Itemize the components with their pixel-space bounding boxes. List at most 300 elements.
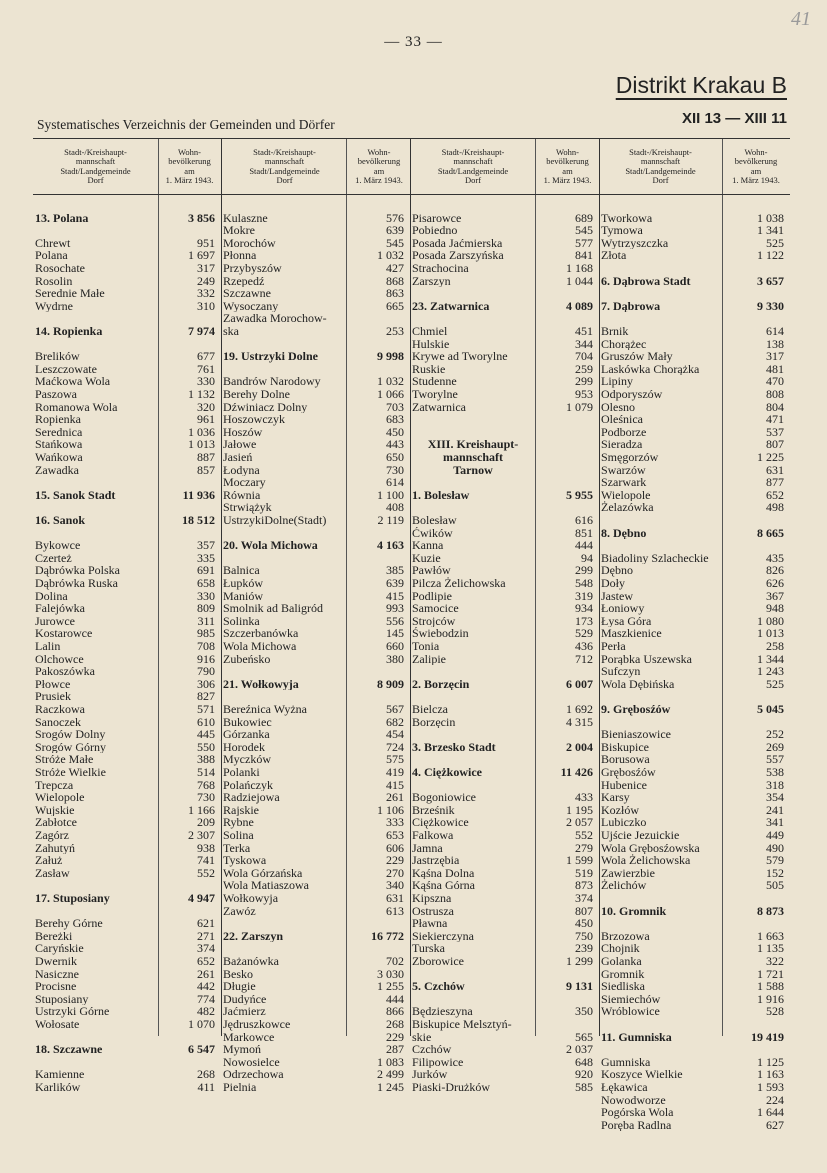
table-row bbox=[601, 955, 786, 968]
population-value: 627 bbox=[766, 1118, 784, 1132]
population-value: 585 bbox=[575, 1081, 593, 1094]
table-row bbox=[223, 602, 406, 615]
population-value: 330 bbox=[197, 375, 215, 388]
municipality-name: Tonia bbox=[412, 640, 440, 653]
municipality-name: Bukowiec bbox=[223, 715, 272, 729]
table-row bbox=[223, 905, 406, 918]
population-value: 1 243 bbox=[757, 665, 784, 678]
table-row bbox=[35, 653, 217, 666]
municipality-name: Wola Górzańska bbox=[223, 866, 303, 880]
column-header-name: Stadt-/Kreishaupt- mannschaft Stadt/Landgemeinde Dorf bbox=[221, 139, 348, 195]
municipality-name: Żelazówka bbox=[601, 501, 654, 514]
population-value: 1 299 bbox=[566, 955, 593, 968]
table-row bbox=[601, 224, 786, 237]
municipality-name: Rybne bbox=[223, 816, 254, 829]
table-row bbox=[412, 527, 595, 540]
table-row bbox=[601, 552, 786, 565]
population-value: 385 bbox=[386, 564, 404, 577]
population-value: 481 bbox=[766, 362, 784, 376]
municipality-name: Jałowe bbox=[223, 438, 257, 451]
population-value: 310 bbox=[197, 299, 215, 313]
municipality-name: Tymowa bbox=[601, 224, 643, 237]
municipality-name: Wysoczany bbox=[223, 299, 279, 313]
population-value: 279 bbox=[575, 841, 593, 855]
municipality-name: Maniów bbox=[223, 589, 263, 603]
population-value: 317 bbox=[766, 350, 784, 363]
municipality-name: Łodyna bbox=[223, 463, 260, 477]
population-value: 768 bbox=[197, 778, 215, 792]
municipality-name: Załuż bbox=[35, 854, 63, 867]
table-row bbox=[223, 413, 406, 426]
district-group-row bbox=[412, 980, 595, 993]
table-row bbox=[35, 741, 217, 754]
municipality-name: Rajskie bbox=[223, 803, 259, 817]
table-row bbox=[223, 577, 406, 590]
population-value: 7 974 bbox=[188, 325, 215, 338]
population-value: 427 bbox=[386, 262, 404, 275]
table-row bbox=[223, 1018, 406, 1031]
table-row bbox=[412, 930, 595, 943]
population-value: 653 bbox=[386, 829, 404, 842]
table-row bbox=[35, 300, 217, 313]
table-row bbox=[223, 741, 406, 754]
population-value: 261 bbox=[197, 967, 215, 981]
table-row bbox=[412, 905, 595, 918]
table-row bbox=[412, 325, 595, 338]
table-row bbox=[223, 300, 406, 313]
municipality-name: Stuposiany bbox=[35, 992, 89, 1006]
population-value: 388 bbox=[197, 753, 215, 766]
table-row bbox=[35, 930, 217, 943]
municipality-name: Przybyszów bbox=[223, 262, 282, 275]
population-value: 451 bbox=[575, 325, 593, 338]
table-row bbox=[601, 413, 786, 426]
population-value: 916 bbox=[197, 652, 215, 666]
population-value: 1 166 bbox=[188, 803, 215, 817]
municipality-name: Brześnik bbox=[412, 803, 455, 817]
municipality-name: Bandrów Narodowy bbox=[223, 375, 321, 388]
population-value: 1 195 bbox=[566, 803, 593, 817]
table-row bbox=[223, 804, 406, 817]
municipality-name: Laskówka Chorążka bbox=[601, 362, 700, 376]
table-row bbox=[35, 438, 217, 451]
table-row bbox=[223, 653, 406, 666]
table-row bbox=[412, 275, 595, 288]
population-value: 1 599 bbox=[566, 854, 593, 867]
table-row bbox=[35, 363, 217, 376]
municipality-name: Piaski-Drużków bbox=[412, 1081, 490, 1094]
population-value: 571 bbox=[197, 703, 215, 716]
table-row bbox=[223, 489, 406, 502]
population-value: 804 bbox=[766, 400, 784, 414]
group-name: 8. Dębno bbox=[601, 526, 647, 540]
population-value: 1 135 bbox=[757, 942, 784, 955]
municipality-name: Bereźnica Wyżna bbox=[223, 703, 308, 716]
population-value: 750 bbox=[575, 929, 593, 943]
municipality-name: Brzozowa bbox=[601, 929, 650, 943]
population-value: 333 bbox=[386, 816, 404, 829]
municipality-name: Serednie Małe bbox=[35, 287, 105, 300]
municipality-name: Pawłów bbox=[412, 564, 451, 577]
table-row bbox=[35, 854, 217, 867]
municipality-name: Procisne bbox=[35, 980, 77, 993]
population-value: 868 bbox=[386, 274, 404, 288]
table-row bbox=[223, 640, 406, 653]
municipality-name: Myczków bbox=[223, 753, 271, 766]
column-header-name: Stadt-/Kreishaupt- mannschaft Stadt/Landgemeinde Dorf bbox=[33, 139, 158, 195]
column-header-population: Wohn- bevölkerung am 1. März 1943. bbox=[536, 139, 599, 195]
population-value: 269 bbox=[766, 740, 784, 754]
municipality-name: Chojnik bbox=[601, 942, 640, 955]
table-row bbox=[35, 615, 217, 628]
population-value: 920 bbox=[575, 1068, 593, 1081]
municipality-name: Tworkowa bbox=[601, 211, 653, 225]
population-value: 826 bbox=[766, 564, 784, 577]
population-value: 2 057 bbox=[566, 816, 593, 829]
table-row bbox=[35, 1081, 217, 1094]
district-group-row bbox=[35, 325, 217, 338]
municipality-name: Wola Dębińska bbox=[601, 677, 675, 691]
population-value: 354 bbox=[766, 791, 784, 804]
population-value: 1 644 bbox=[757, 1106, 784, 1119]
table-row bbox=[601, 653, 786, 666]
table-row bbox=[35, 968, 217, 981]
group-name: 21. Wołkowyja bbox=[223, 677, 299, 691]
population-value: 498 bbox=[766, 501, 784, 514]
table-row bbox=[601, 665, 786, 678]
table-row bbox=[35, 665, 217, 678]
table-row bbox=[223, 451, 406, 464]
document-subtitle: Systematisches Verzeichnis der Gemeinden und Dörfer bbox=[37, 117, 335, 132]
municipality-name: Wróblowice bbox=[601, 1005, 660, 1018]
table-row bbox=[35, 1005, 217, 1018]
municipality-name: Smęgorzów bbox=[601, 451, 659, 464]
table-row bbox=[223, 1056, 406, 1069]
group-name: 7. Dąbrowa bbox=[601, 299, 661, 313]
municipality-name: Dolina bbox=[35, 589, 68, 603]
municipality-name: Swarzów bbox=[601, 463, 646, 477]
table-row bbox=[601, 1081, 786, 1094]
municipality-name: Chmiel bbox=[412, 325, 448, 338]
population-value: 173 bbox=[575, 614, 593, 628]
population-value: 639 bbox=[386, 577, 404, 590]
municipality-name: Solina bbox=[223, 829, 254, 842]
population-value: 548 bbox=[575, 577, 593, 590]
municipality-name: Wielopole bbox=[35, 791, 85, 804]
municipality-name: Bielcza bbox=[412, 703, 448, 716]
population-value: 320 bbox=[197, 400, 215, 414]
population-value: 724 bbox=[386, 740, 404, 754]
table-row bbox=[223, 590, 406, 603]
table-row bbox=[601, 577, 786, 590]
population-value: 613 bbox=[386, 904, 404, 918]
population-value: 1 036 bbox=[188, 425, 215, 439]
population-value: 209 bbox=[197, 816, 215, 829]
column-divider bbox=[599, 139, 600, 1036]
municipality-name: Bażanówka bbox=[223, 955, 279, 968]
population-value: 5 955 bbox=[566, 488, 593, 502]
table-row bbox=[601, 237, 786, 250]
municipality-name: Brnik bbox=[601, 325, 629, 338]
table-row bbox=[601, 451, 786, 464]
population-value: 4 315 bbox=[566, 715, 593, 729]
municipality-name: Podlipie bbox=[412, 589, 453, 603]
table-row bbox=[223, 779, 406, 792]
municipality-table bbox=[33, 138, 790, 1132]
population-value: 411 bbox=[197, 1081, 215, 1094]
population-value: 306 bbox=[197, 677, 215, 691]
population-value: 11 936 bbox=[182, 488, 215, 502]
municipality-name: Posada Zarszyńska bbox=[412, 249, 504, 262]
population-value: 270 bbox=[386, 866, 404, 880]
table-row bbox=[412, 829, 595, 842]
municipality-name: Sufczyn bbox=[601, 665, 641, 678]
table-row bbox=[601, 804, 786, 817]
table-row bbox=[601, 753, 786, 766]
table-row bbox=[35, 275, 217, 288]
municipality-name: Bogoniowice bbox=[412, 791, 476, 804]
municipality-name: Smolnik ad Baligród bbox=[223, 602, 323, 615]
population-value: 271 bbox=[197, 929, 215, 943]
population-value: 565 bbox=[575, 1030, 593, 1044]
table-row bbox=[601, 249, 786, 262]
table-row bbox=[223, 842, 406, 855]
district-group-row bbox=[601, 275, 786, 288]
district-group-row bbox=[601, 300, 786, 313]
population-value: 3 856 bbox=[188, 211, 215, 225]
table-row bbox=[412, 1005, 595, 1018]
table-row bbox=[223, 237, 406, 250]
group-name: 23. Zatwarnica bbox=[412, 299, 490, 313]
population-value: 652 bbox=[197, 955, 215, 968]
table-row bbox=[223, 955, 406, 968]
municipality-name: Karlików bbox=[35, 1081, 81, 1094]
population-value: 1 341 bbox=[757, 224, 784, 237]
table-row bbox=[412, 942, 595, 955]
population-value: 18 512 bbox=[182, 514, 215, 527]
municipality-name: Radziejowa bbox=[223, 791, 280, 804]
municipality-name: Stróże Wielkie bbox=[35, 766, 106, 779]
group-name: 18. Szczawne bbox=[35, 1043, 103, 1056]
table-row bbox=[601, 1106, 786, 1119]
population-value: 807 bbox=[766, 438, 784, 451]
table-row bbox=[35, 287, 217, 300]
table-row bbox=[35, 678, 217, 691]
table-row bbox=[601, 338, 786, 351]
population-value: 9 131 bbox=[566, 980, 593, 993]
population-value: 519 bbox=[575, 866, 593, 880]
table-row bbox=[223, 993, 406, 1006]
district-group-row bbox=[223, 539, 406, 552]
population-value: 444 bbox=[386, 992, 404, 1006]
population-value: 1 663 bbox=[757, 929, 784, 943]
district-group-row bbox=[35, 212, 217, 225]
table-row bbox=[35, 842, 217, 855]
population-value: 258 bbox=[766, 640, 784, 653]
table-row bbox=[601, 363, 786, 376]
population-value: 4 163 bbox=[377, 539, 404, 552]
population-value: 703 bbox=[386, 400, 404, 414]
population-value: 567 bbox=[386, 703, 404, 716]
column-header-name: Stadt-/Kreishaupt- mannschaft Stadt/Landgemeinde Dorf bbox=[410, 139, 536, 195]
table-row bbox=[35, 766, 217, 779]
table-row bbox=[35, 552, 217, 565]
table-row bbox=[601, 1068, 786, 1081]
table-row bbox=[601, 1119, 786, 1132]
municipality-name: Szczawne bbox=[223, 287, 271, 300]
municipality-name: Łękawica bbox=[601, 1081, 648, 1094]
population-value: 614 bbox=[386, 476, 404, 489]
table-row bbox=[35, 816, 217, 829]
population-value: 877 bbox=[766, 476, 784, 489]
municipality-name: Lalin bbox=[35, 640, 61, 653]
municipality-name: Olesno bbox=[601, 400, 635, 414]
municipality-name: Rosolin bbox=[35, 274, 73, 288]
table-row bbox=[223, 854, 406, 867]
table-row bbox=[412, 1018, 595, 1031]
group-name: 2. Borzęcin bbox=[412, 677, 470, 691]
table-row bbox=[412, 602, 595, 615]
municipality-name: Chrewt bbox=[35, 236, 71, 250]
municipality-name: Jastew bbox=[601, 589, 633, 603]
population-value: 449 bbox=[766, 829, 784, 842]
population-value: 367 bbox=[766, 589, 784, 603]
municipality-name: Jurków bbox=[412, 1068, 448, 1081]
municipality-name: Srogów Dolny bbox=[35, 728, 106, 741]
table-row bbox=[35, 590, 217, 603]
population-value: 435 bbox=[766, 551, 784, 565]
population-value: 577 bbox=[575, 236, 593, 250]
group-name: 19. Ustrzyki Dolne bbox=[223, 350, 318, 363]
table-row bbox=[412, 1056, 595, 1069]
table-row bbox=[601, 816, 786, 829]
table-row bbox=[35, 753, 217, 766]
table-row bbox=[223, 816, 406, 829]
municipality-name: Stańkowa bbox=[35, 438, 83, 451]
municipality-name: Wydrne bbox=[35, 299, 73, 313]
municipality-name: Polana bbox=[35, 249, 68, 262]
table-row bbox=[223, 627, 406, 640]
municipality-name: Kozłów bbox=[601, 803, 639, 817]
municipality-name: Dudyńce bbox=[223, 992, 267, 1006]
municipality-name: Filipowice bbox=[412, 1055, 464, 1069]
municipality-name: Maszkienice bbox=[601, 627, 662, 640]
table-row bbox=[412, 401, 595, 414]
municipality-name: Berehy Dolne bbox=[223, 388, 290, 401]
group-name: 4. Ciężkowice bbox=[412, 766, 482, 779]
municipality-name: Wołosate bbox=[35, 1018, 80, 1031]
table-row bbox=[412, 640, 595, 653]
municipality-name: Hoszowczyk bbox=[223, 413, 285, 426]
population-value: 552 bbox=[575, 829, 593, 842]
table-row bbox=[412, 464, 595, 477]
population-value: 11 426 bbox=[560, 766, 593, 779]
municipality-name: Siedliska bbox=[601, 980, 645, 993]
municipality-name: Ostrusza bbox=[412, 904, 454, 918]
population-value: 1 013 bbox=[757, 627, 784, 640]
population-value: 408 bbox=[386, 501, 404, 514]
municipality-name: Rosochate bbox=[35, 262, 85, 275]
municipality-name: Świebodzin bbox=[412, 627, 469, 640]
population-value: 1 100 bbox=[377, 488, 404, 502]
table-row bbox=[223, 564, 406, 577]
population-value: 550 bbox=[197, 740, 215, 754]
municipality-name: Łysa Góra bbox=[601, 614, 652, 628]
table-row bbox=[412, 388, 595, 401]
municipality-name: Wołkowyja bbox=[223, 892, 279, 905]
municipality-name: Wola Matiaszowa bbox=[223, 879, 310, 892]
population-value: 525 bbox=[766, 677, 784, 691]
table-row bbox=[223, 753, 406, 766]
population-value: 380 bbox=[386, 652, 404, 666]
population-value: 450 bbox=[575, 917, 593, 930]
district-group-row bbox=[601, 905, 786, 918]
population-value: 8 665 bbox=[757, 526, 784, 540]
table-row bbox=[412, 854, 595, 867]
population-value: 241 bbox=[766, 803, 784, 817]
municipality-name: Stróże Małe bbox=[35, 753, 94, 766]
population-value: 2 004 bbox=[566, 740, 593, 754]
municipality-name: Poręba Radlna bbox=[601, 1118, 672, 1132]
table-row bbox=[35, 262, 217, 275]
municipality-name: Biadoliny Szlacheckie bbox=[601, 551, 709, 565]
population-value: 1 125 bbox=[757, 1055, 784, 1069]
group-name: 16. Sanok bbox=[35, 514, 86, 527]
municipality-name: Wola Żelichowska bbox=[601, 854, 691, 867]
municipality-name: Balnica bbox=[223, 564, 260, 577]
table-row bbox=[35, 728, 217, 741]
table-row bbox=[35, 413, 217, 426]
population-value: 1 225 bbox=[757, 451, 784, 464]
table-row bbox=[223, 1081, 406, 1094]
population-value: 471 bbox=[766, 413, 784, 426]
municipality-name: Wola Grębosźowska bbox=[601, 841, 700, 855]
population-value: 249 bbox=[197, 274, 215, 288]
population-value: 557 bbox=[766, 753, 784, 766]
table-row bbox=[35, 829, 217, 842]
group-name: 11. Gumniska bbox=[601, 1030, 672, 1044]
table-row bbox=[412, 1031, 595, 1044]
table-row bbox=[223, 879, 406, 892]
table-row bbox=[35, 602, 217, 615]
municipality-name: Polanki bbox=[223, 766, 260, 779]
municipality-name: Zagórz bbox=[35, 829, 69, 842]
table-row bbox=[412, 224, 595, 237]
table-row bbox=[601, 842, 786, 855]
population-value: 470 bbox=[766, 375, 784, 388]
group-name: 3. Brzesko Stadt bbox=[412, 740, 496, 754]
population-value: 934 bbox=[575, 602, 593, 615]
municipality-name: Podborze bbox=[601, 425, 647, 439]
population-value: 708 bbox=[197, 640, 215, 653]
table-row bbox=[601, 728, 786, 741]
municipality-name: Zarszyn bbox=[412, 274, 451, 288]
municipality-name: Mokre bbox=[223, 224, 255, 237]
population-value: 261 bbox=[386, 791, 404, 804]
population-value: 2 037 bbox=[566, 1043, 593, 1056]
table-row bbox=[601, 627, 786, 640]
municipality-name: Dąbrówka Ruska bbox=[35, 577, 118, 590]
municipality-name: Szczerbanówka bbox=[223, 627, 299, 640]
table-row bbox=[601, 375, 786, 388]
group-name: 9. Grębosźów bbox=[601, 703, 671, 716]
population-value: 953 bbox=[575, 388, 593, 401]
table-row bbox=[35, 779, 217, 792]
municipality-name: Karsy bbox=[601, 791, 630, 804]
municipality-name: Borusowa bbox=[601, 753, 650, 766]
table-row bbox=[223, 388, 406, 401]
table-row bbox=[223, 716, 406, 729]
